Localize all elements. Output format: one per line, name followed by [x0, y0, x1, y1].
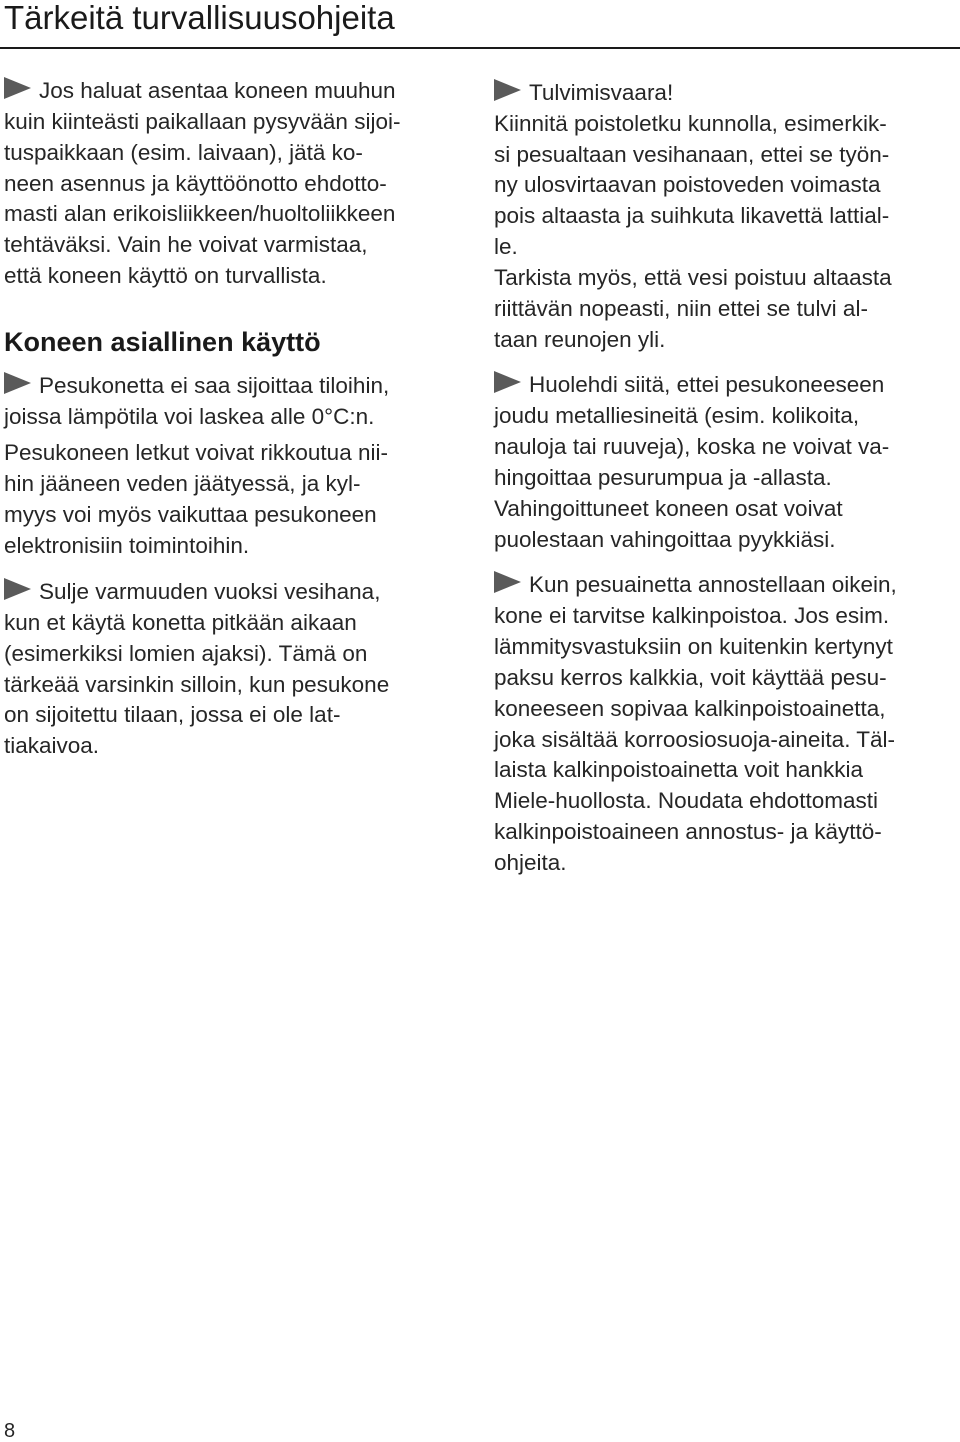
triangle-bullet-icon — [494, 79, 521, 101]
text-line: puolestaan vahingoittaa pyykkiäsi. — [494, 527, 836, 552]
text-line: kun et käytä konetta pitkään aikaan — [4, 610, 357, 635]
text-line: le. — [494, 234, 518, 259]
triangle-bullet-icon — [4, 77, 31, 99]
text-line: hin jääneen veden jäätyessä, ja kyl- — [4, 471, 361, 496]
text-line: Pesukoneen letkut voivat rikkoutua nii- — [4, 440, 388, 465]
text-line: tuspaikkaan (esim. laivaan), jätä ko- — [4, 140, 363, 165]
text-line: tärkeää varsinkin silloin, kun pesukone — [4, 672, 390, 697]
text-line: ohjeita. — [494, 850, 567, 875]
text-line: (esimerkiksi lomien ajaksi). Tämä on — [4, 641, 368, 666]
text-line: ny ulosvirtaavan poistoveden voimasta — [494, 172, 881, 197]
text-line: si pesualtaan vesihanaan, ettei se työn- — [494, 142, 890, 167]
page-title: Tärkeitä turvallisuusohjeita — [4, 0, 395, 36]
text-line: joudu metalliesineitä (esim. kolikoita, — [494, 403, 860, 428]
text-line: että koneen käyttö on turvallista. — [4, 263, 327, 288]
text-line: laista kalkinpoistoainetta voit hankkia — [494, 757, 863, 782]
text-line: kone ei tarvitse kalkinpoistoa. Jos esim. — [494, 603, 890, 628]
text-line: koneeseen sopivaa kalkinpoistoainetta, — [494, 696, 886, 721]
page-number: 8 — [4, 1420, 16, 1442]
text-line: paksu kerros kalkkia, voit käyttää pesu- — [494, 665, 887, 690]
text-line: Tulvimisvaara! — [494, 78, 673, 109]
text-line: joka sisältää korroosiosuoja-aineita. Täl- — [494, 727, 896, 752]
triangle-bullet-icon — [4, 372, 31, 394]
text-line: elektronisiin toimintoihin. — [4, 533, 250, 558]
title-rule — [0, 47, 960, 49]
text-line: hingoittaa pesurumpua ja -allasta. — [494, 465, 832, 490]
text-line: neen asennus ja käyttöönotto ehdotto- — [4, 171, 387, 196]
text-line: on sijoitettu tilaan, jossa ei ole lat- — [4, 702, 341, 727]
section-heading: Koneen asiallinen käyttö — [4, 327, 321, 357]
text-line: Pesukonetta ei saa sijoittaa tiloihin, — [4, 371, 389, 402]
text-line: Kun pesuainetta annostellaan oikein, — [494, 570, 897, 601]
text-line: lämmitysvastuksiin on kuitenkin kertynyt — [494, 634, 893, 659]
text-line: Sulje varmuuden vuoksi vesihana, — [4, 577, 380, 608]
triangle-bullet-icon — [4, 578, 31, 600]
text-line: kalkinpoistoaineen annostus- ja käyttö- — [494, 819, 882, 844]
text-line: nauloja tai ruuveja), koska ne voivat va- — [494, 434, 890, 459]
text-line: pois altaasta ja suihkuta likavettä lattial- — [494, 203, 890, 228]
text-line: tehtäväksi. Vain he voivat varmistaa, — [4, 232, 368, 257]
text-line: joissa lämpötila voi laskea alle 0°C:n. — [4, 404, 375, 429]
triangle-bullet-icon — [494, 371, 521, 393]
triangle-bullet-icon — [494, 571, 521, 593]
text-line: riittävän nopeasti, niin ettei se tulvi al- — [494, 296, 868, 321]
text-line: Miele-huollosta. Noudata ehdottomasti — [494, 788, 878, 813]
text-line: Vahingoittuneet koneen osat voivat — [494, 496, 843, 521]
text-line: Huolehdi siitä, ettei pesukoneeseen — [494, 370, 884, 401]
text-line: myys voi myös vaikuttaa pesukoneen — [4, 502, 377, 527]
text-line: Tarkista myös, että vesi poistuu altaasta — [494, 265, 892, 290]
text-line: taan reunojen yli. — [494, 327, 666, 352]
text-line: kuin kiinteästi paikallaan pysyvään sijoi- — [4, 109, 401, 134]
text-line: Jos haluat asentaa koneen muuhun — [4, 76, 396, 107]
text-line: masti alan erikoisliikkeen/huoltoliikkeen — [4, 201, 396, 226]
text-line: Kiinnitä poistoletku kunnolla, esimerkik- — [494, 111, 887, 136]
text-line: tiakaivoa. — [4, 733, 100, 758]
